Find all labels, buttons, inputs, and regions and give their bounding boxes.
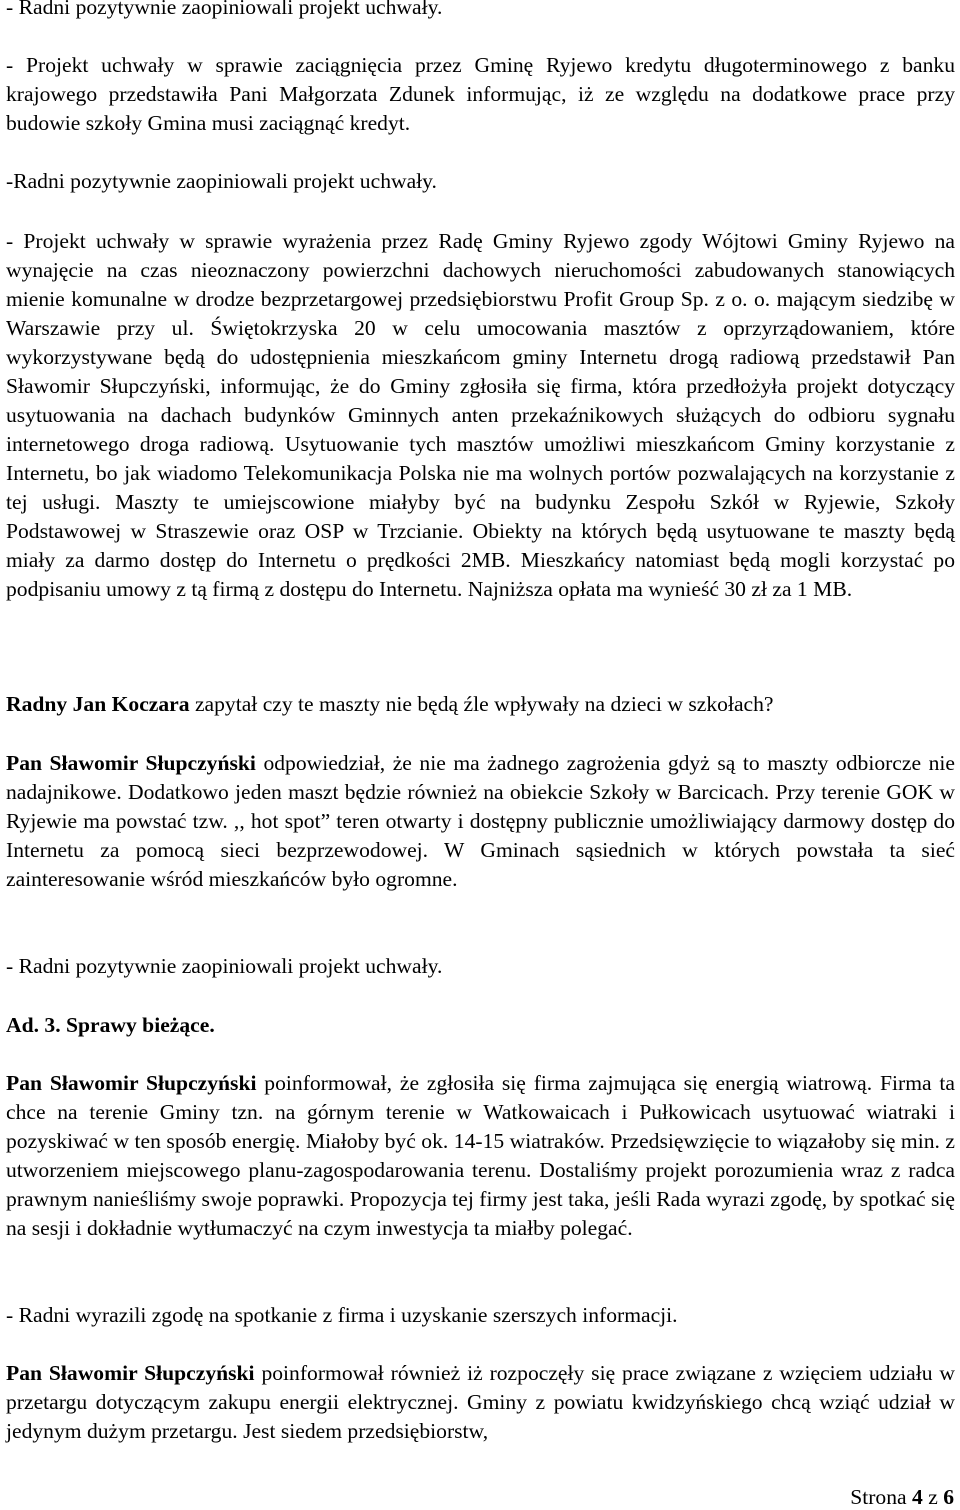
paragraph-koczara-question [6, 690, 955, 719]
speaker-name: Pan Sławomir Słupczyński [6, 1361, 255, 1385]
paragraph-text: - Radni pozytywnie zaopiniowali projekt uchwały. [6, 0, 443, 19]
paragraph-text: - Projekt uchwały w sprawie zaciągnięcia przez Gminę Ryjewo kredytu długoterminowego z banku krajowego przedstawiła Pani Małgorzata Zdunek informując, iż ze względu na dodatkowe prace przy budowie szkoły Gmina musi zaciągnąć kredyt. [6, 53, 955, 135]
paragraph-council-consent [6, 1301, 955, 1330]
footer-separator: z [922, 1485, 944, 1509]
paragraph-opinion-1 [6, 0, 955, 22]
paragraph-antenna-resolution [6, 227, 955, 604]
paragraph-text: poinformował, że zgłosiła się firma zajmująca się energią wiatrową. Firma ta chce na terenie Gminy tzn. na górnym terenie w Watkowaicach i Pułkowicach usytuować wiatraki i pozyskiwać w ten sposób energię. Miałoby być ok. 14-15 wiatraków. Przedsięwzięcie to wiązałoby się min. z utworzeniem miejscowego planu-zagospodarowania terenu. Dostaliśmy projekt porozumienia wraz z radca prawnym nanieśliśmy swoje poprawki. Propozycja tej firmy jest taka, jeśli Rada wyrazi zgodę, by spotkać się na sesji i dokładnie wytłumaczyć na czym inwestycja ta miałby polegać. [6, 1071, 955, 1240]
section-title: Ad. 3. Sprawy bieżące. [6, 1013, 215, 1037]
paragraph-text: -Radni pozytywnie zaopiniowali projekt uchwały. [6, 169, 437, 193]
total-page-count: 6 [943, 1485, 954, 1509]
paragraph-text: poinformował również iż rozpoczęły się prace związane z wzięciem udziału w przetargu dotyczącym zakupu energii elektrycznej. Gminy z powiatu kwidzyńskiego chcą wziąć udział w jedynym dużym przetargu. Jest siedem przedsiębiorstw, [6, 1361, 955, 1443]
current-page-number: 4 [912, 1485, 923, 1509]
speaker-name: Pan Sławomir Słupczyński [6, 751, 256, 775]
paragraph-text: zapytał czy te maszty nie będą źle wpływały na dzieci w szkołach? [189, 692, 774, 716]
paragraph-text: - Projekt uchwały w sprawie wyrażenia przez Radę Gminy Ryjewo zgody Wójtowi Gminy Ryjewo na wynajęcie na czas nieoznaczony powierzchni dachowych nieruchomości zabudowanych stanowiących mienie komunalne w drodze bezprzetargowej przedsiębiorstwu Profit Group Sp. z o. o. mającym siedzibę w Warszawie przy ul. Świętokrzyska 20 w celu umocowania masztów z oprzyrządowaniem, które wykorzystywane będą do udostępnienia mieszkańcom gminy Internetu drogą radiową przedstawił Pan Sławomir Słupczyński, informując, że do Gminy zgłosiła się firma, która przedłożyła projekt dotyczący usytuowania na dachach budynków Gminnych anten przekaźnikowych służących do odbioru sygnału internetowego droga radiową. Usytuowanie tych masztów umożliwi mieszkańcom Gminy korzystanie z Internetu, bo jak wiadomo Telekomunikacja Polska nie ma wolnych portów pozwalających na korzystanie z tej usługi. Maszty te umiejscowione miałyby być na budynku Zespołu Szkół w Ryjewie, Szkoły Podstawowej w Straszewie oraz OSP w Trzcianie. Obiekty na których będą usytuowane te maszty będą miały za darmo dostęp do Internetu o prędkości 2MB. Mieszkańcy natomiast będą mogli korzystać po podpisaniu umowy z tą firmą z dostępu do Internetu. Najniższa opłata ma wynieść 30 zł za 1 MB. [6, 229, 955, 601]
footer-prefix: Strona [850, 1485, 913, 1509]
paragraph-energy-tender [6, 1359, 955, 1446]
paragraph-text: - Radni pozytywnie zaopiniowali projekt uchwały. [6, 954, 443, 978]
speaker-name: Radny Jan Koczara [6, 692, 190, 716]
paragraph-opinion-3 [6, 952, 955, 981]
paragraph-opinion-2 [6, 167, 955, 196]
paragraph-credit-resolution [6, 51, 955, 138]
paragraph-text: - Radni wyrazili zgodę na spotkanie z firma i uzyskanie szerszych informacji. [6, 1303, 678, 1327]
paragraph-slupczynski-answer [6, 749, 955, 894]
speaker-name: Pan Sławomir Słupczyński [6, 1071, 257, 1095]
paragraph-text: odpowiedział, że nie ma żadnego zagrożenia gdyż są to maszty odbiorcze nie nadajnikowe. Dodatkowo jeden maszt będzie również na obiekcie Szkoły w Barcicach. Przy terenie GOK w Ryjewie ma powstać tzw. ,, hot spot” teren otwarty i dostępny publicznie umożliwiający darmowy dostęp do Internetu za pomocą sieci bezprzewodowej. W Gminach sąsiednich w których powstała ta sieć zainteresowanie wśród mieszkańców było ogromne. [6, 751, 955, 891]
paragraph-wind-energy [6, 1069, 955, 1243]
section-heading [6, 1011, 955, 1040]
page-number-footer [850, 1484, 954, 1510]
